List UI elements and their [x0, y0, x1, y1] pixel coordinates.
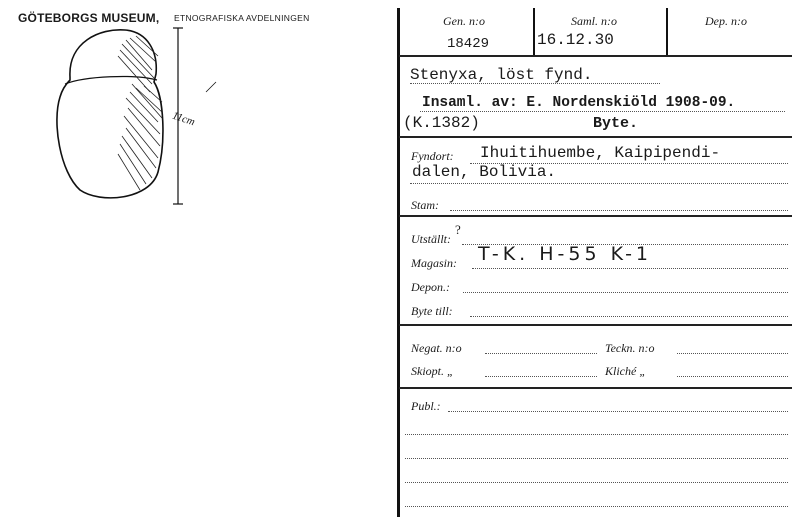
negat-underline	[485, 353, 597, 354]
title-underline	[410, 83, 660, 84]
collector-underline	[420, 111, 785, 112]
reference-code: (K.1382)	[403, 114, 480, 132]
header-rule	[399, 55, 792, 57]
fyndort-line-2: dalen, Bolivia.	[412, 163, 557, 181]
kliche-underline	[677, 376, 788, 377]
magasin-value: T-K. H-55 K-1	[478, 243, 653, 265]
section-rule-1	[399, 136, 792, 138]
department-name: ETNOGRAFISKA AVDELNINGEN	[174, 13, 310, 23]
byte-till-underline	[470, 316, 788, 317]
card-left-border	[397, 8, 400, 517]
museum-name: GÖTEBORGS MUSEUM,	[18, 11, 160, 25]
publ-underline-3	[405, 458, 788, 459]
acquisition-type: Byte.	[593, 115, 639, 132]
kliche-label: Kliché „	[605, 364, 646, 378]
publ-underline-2	[405, 434, 788, 435]
publ-underline-1	[448, 411, 788, 412]
saml-label: Saml. n:o	[571, 14, 617, 28]
fyndort-underline-2	[410, 183, 788, 184]
dep-label: Dep. n:o	[705, 14, 747, 28]
utstallt-mark: ?	[455, 222, 461, 237]
section-rule-2	[399, 215, 792, 217]
gen-value: 18429	[447, 36, 490, 52]
dimension-note: 11cm	[170, 109, 197, 129]
teckn-underline	[677, 353, 788, 354]
saml-value: 16.12.30	[537, 31, 614, 49]
header-divider-2	[666, 8, 668, 56]
publ-label: Publ.:	[411, 399, 441, 413]
fyndort-line-1: Ihuitihuembe, Kaipipendi-	[480, 144, 721, 162]
depon-underline	[463, 292, 788, 293]
negat-label: Negat. n:o	[411, 341, 462, 355]
magasin-underline	[472, 268, 788, 269]
utstallt-label: Utställt:	[411, 232, 452, 246]
object-title: Stenyxa, löst fynd.	[410, 66, 593, 84]
magasin-label: Magasin:	[411, 256, 457, 270]
fyndort-label: Fyndort:	[411, 149, 454, 163]
byte-till-label: Byte till:	[411, 304, 453, 318]
stam-label: Stam:	[411, 198, 439, 212]
stam-underline	[450, 210, 788, 211]
collector-line: Insaml. av: E. Nordenskiöld 1908-09.	[422, 95, 736, 111]
publ-underline-5	[405, 506, 788, 507]
section-rule-4	[399, 387, 792, 389]
header-divider-1	[533, 8, 535, 56]
skiopt-label: Skiopt. „	[411, 364, 454, 378]
teckn-label: Teckn. n:o	[605, 341, 655, 355]
section-rule-3	[399, 324, 792, 326]
skiopt-underline	[485, 376, 597, 377]
gen-label: Gen. n:o	[443, 14, 485, 28]
depon-label: Depon.:	[411, 280, 450, 294]
publ-underline-4	[405, 482, 788, 483]
